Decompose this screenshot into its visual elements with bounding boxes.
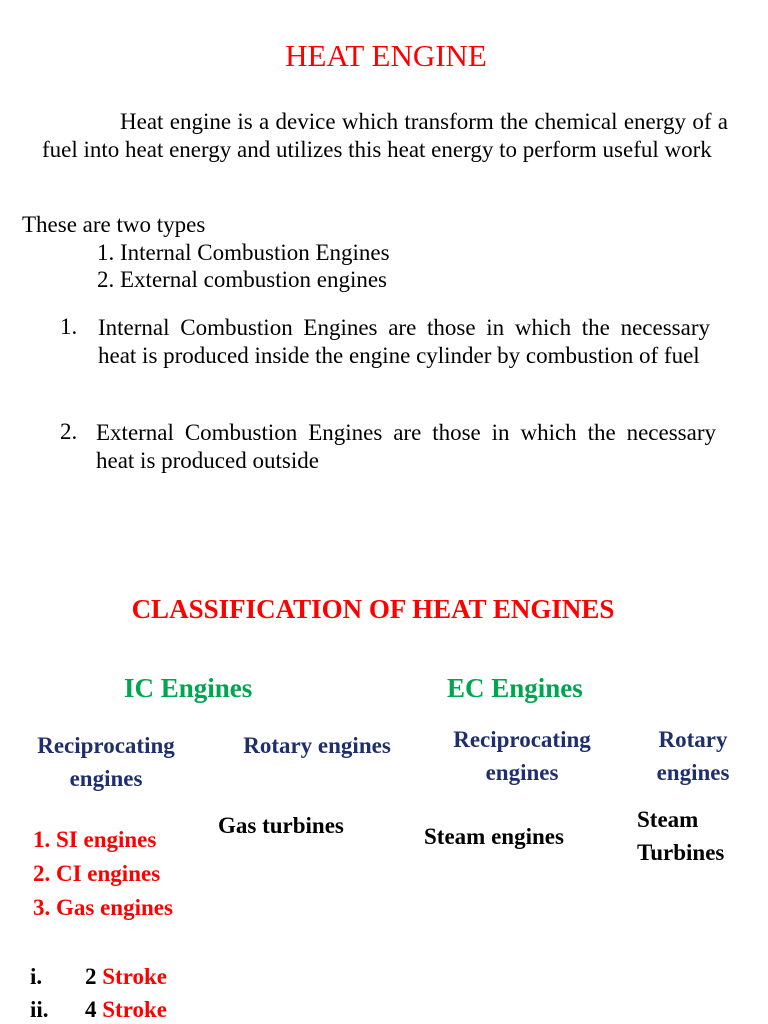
stroke-roman: ii. xyxy=(30,997,49,1022)
ic-type-ci: 2. CI engines xyxy=(33,861,161,886)
types-item-internal: 1. Internal Combustion Engines xyxy=(97,240,390,265)
ec-engines-label: EC Engines xyxy=(447,673,583,703)
ic-rotary-label: Rotary engines xyxy=(243,733,391,758)
page-title: HEAT ENGINE xyxy=(285,38,487,73)
types-heading: These are two types xyxy=(22,212,206,237)
stroke-number: 4 xyxy=(85,997,97,1022)
ic-rotary-type-gas-turbines: Gas turbines xyxy=(218,813,344,838)
stroke-item xyxy=(30,964,167,990)
ec-reciprocating-type-steam-engines: Steam engines xyxy=(424,824,564,849)
ec-rotary-label: Rotary engines xyxy=(656,727,730,785)
types-item-external: 2. External combustion engines xyxy=(97,267,387,292)
ic-engines-label: IC Engines xyxy=(124,673,253,703)
definition-internal-combustion: Internal Combustion Engines are those in which the necessary heat is produced inside the engine cylinder by combustion of fuel xyxy=(98,315,710,368)
definition-paragraph: Heat engine is a device which transform the chemical energy of a fuel into heat energy and utilizes this heat energy to perform useful work xyxy=(42,109,728,162)
ic-reciprocating-label: Reciprocating engines xyxy=(37,733,175,791)
ec-rotary-type-steam-turbines: Steam Turbines xyxy=(637,807,725,865)
stroke-item xyxy=(30,997,167,1023)
stroke-word: Stroke xyxy=(102,997,167,1022)
definition-number-1: 1. xyxy=(60,314,78,339)
classification-heading: CLASSIFICATION OF HEAT ENGINES xyxy=(131,594,615,624)
stroke-roman: i. xyxy=(30,964,43,989)
ic-type-si: 1. SI engines xyxy=(33,827,157,852)
definition-external-combustion: External Combustion Engines are those in which the necessary heat is produced outside xyxy=(96,420,716,473)
definition-number-2: 2. xyxy=(60,419,78,444)
ec-reciprocating-label: Reciprocating engines xyxy=(453,727,591,785)
stroke-word: Stroke xyxy=(102,964,167,989)
ic-type-gas: 3. Gas engines xyxy=(33,895,173,920)
stroke-number: 2 xyxy=(85,964,97,989)
